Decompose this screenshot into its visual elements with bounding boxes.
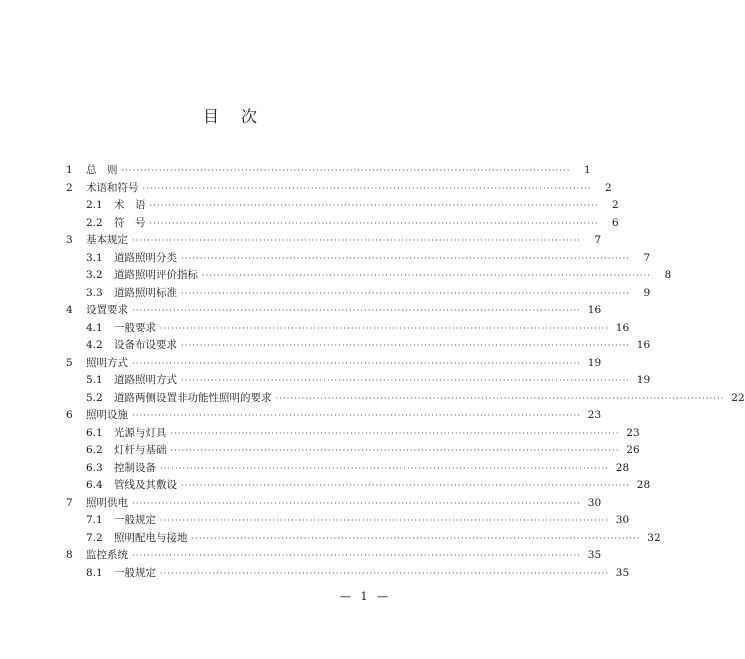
toc-dot-leader: ························································································································ [132,411,582,420]
toc-entry-page: 2 [604,181,612,194]
toc-dot-leader: ························································································································ [170,446,620,455]
toc-entry-number: 4.1 [86,321,103,334]
toc-entry-number: 6 [66,409,73,421]
toc-entry-page: 26 [626,444,640,456]
toc-entry-label: 术 语 [114,199,146,211]
toc-entry-page: 35 [615,566,630,579]
toc-title [0,104,460,127]
toc-entry-page: 16 [615,321,630,334]
table-of-contents [66,162,745,582]
toc-entry-page: 32 [647,531,661,544]
toc-entry[interactable] [66,302,602,320]
toc-dot-leader: ························································································································ [132,551,582,560]
toc-entry[interactable] [66,320,630,338]
toc-entry-number: 2 [66,181,73,194]
toc-dot-leader: ························································································································ [160,323,610,333]
toc-entry[interactable] [66,547,602,565]
toc-entry-label: 控制设备 [114,461,156,474]
toc-entry-page: 7 [594,234,602,246]
toc-dot-leader: ························································································································ [202,271,652,280]
toc-entry-page: 22 [731,391,745,404]
toc-entry[interactable] [66,232,602,250]
toc-entry-label: 符 号 [114,216,146,229]
toc-entry-number: 8 [66,549,73,561]
toc-entry-number: 6.3 [86,461,103,474]
toc-dot-leader: ························································································································ [132,236,582,245]
toc-dot-leader: ························································································································ [275,393,725,403]
toc-entry-label: 照明设施 [86,409,128,421]
toc-entry-number: 1 [66,164,73,176]
toc-dot-leader: ························································································································ [149,218,599,228]
toc-dot-leader: ························································································································ [181,481,631,490]
toc-entry-label: 道路照明分类 [114,251,177,264]
page-number: — 1 — [340,590,391,603]
toc-entry-label: 一般规定 [114,514,156,526]
toc-entry-number: 3.2 [86,269,103,281]
toc-entry[interactable] [66,162,591,180]
toc-entry-number: 4.2 [86,339,103,351]
toc-entry-label: 道路照明评价指标 [114,269,198,281]
toc-entry-number: 6.4 [86,479,103,491]
toc-entry-number: 4 [66,304,73,316]
toc-dot-leader: ························································································································ [149,201,599,210]
toc-entry[interactable] [66,495,602,513]
toc-entry-number: 6.2 [86,444,103,456]
toc-entry-label: 一般规定 [114,566,156,579]
toc-entry-number: 2.2 [86,216,103,229]
toc-entry[interactable] [66,512,630,530]
toc-entry-page: 23 [626,426,640,439]
toc-entry-number: 3.3 [86,286,103,299]
toc-entry[interactable] [66,407,602,425]
toc-entry-page: 2 [611,199,619,211]
toc-entry-page: 19 [636,374,651,386]
toc-entry-page: 16 [587,304,602,316]
toc-entry[interactable] [66,180,612,198]
toc-entry-label: 道路两侧设置非功能性照明的要求 [114,391,272,404]
toc-entry-number: 5 [66,356,73,369]
toc-entry[interactable] [66,197,619,215]
toc-entry[interactable] [66,285,651,303]
toc-entry-number: 5.1 [86,374,103,386]
toc-entry-page: 8 [664,269,672,281]
toc-entry-label: 设置要求 [86,304,128,316]
toc-dot-leader: ························································································································ [160,568,610,578]
toc-entry-label: 灯杆与基础 [114,444,167,456]
toc-dot-leader: ························································································································ [181,253,631,263]
toc-entry-page: 16 [636,339,651,351]
toc-entry-page: 1 [583,164,591,176]
toc-entry[interactable] [66,337,651,355]
toc-entry[interactable] [66,477,651,495]
toc-entry-number: 3.1 [86,251,103,264]
toc-dot-leader: ························································································································ [181,376,631,385]
toc-dot-leader: ························································································································ [132,306,582,315]
toc-dot-leader: ························································································································ [160,463,610,473]
toc-entry[interactable] [66,530,661,548]
toc-entry-number: 8.1 [86,566,103,579]
toc-entry-label: 道路照明方式 [114,374,177,386]
toc-entry[interactable] [66,442,640,460]
toc-entry-label: 光源与灯具 [114,426,167,439]
toc-entry-number: 7.1 [86,514,103,526]
toc-dot-leader: ························································································································ [132,358,582,368]
toc-entry-page: 30 [587,496,602,509]
toc-entry-page: 28 [636,479,651,491]
toc-entry-label: 设备布设要求 [114,339,177,351]
toc-entry-label: 总 则 [86,164,118,176]
toc-entry-page: 9 [643,286,651,299]
toc-entry[interactable] [66,425,640,443]
toc-entry-page: 35 [587,549,602,561]
title-char-2: 次 [241,107,258,126]
toc-entry-page: 7 [643,251,651,264]
toc-entry-number: 2.1 [86,199,103,211]
toc-entry-number: 3 [66,234,73,246]
toc-entry-page: 6 [611,216,619,229]
toc-entry-label: 道路照明标准 [114,286,177,299]
toc-entry-number: 6.1 [86,426,103,439]
toc-dot-leader: ························································································································ [170,428,620,438]
toc-entry-page: 30 [615,514,630,526]
toc-entry[interactable] [66,460,630,478]
toc-entry-number: 7 [66,496,73,509]
toc-dot-leader: ························································································································ [121,166,571,175]
toc-entry-number: 7.2 [86,531,103,544]
toc-entry-page: 19 [587,356,602,369]
toc-entry[interactable] [66,565,630,583]
toc-entry-label: 一般要求 [114,321,156,334]
toc-entry-label: 基本规定 [86,234,128,246]
toc-entry-label: 管线及其敷设 [114,479,177,491]
toc-entry-label: 术语和符号 [86,181,139,194]
toc-entry[interactable] [66,215,619,233]
toc-dot-leader: ························································································································ [132,498,582,508]
toc-entry[interactable] [66,372,651,390]
toc-entry[interactable] [66,250,651,268]
toc-dot-leader: ························································································································ [191,533,641,543]
toc-entry[interactable] [66,267,672,285]
toc-entry[interactable] [66,355,602,373]
toc-dot-leader: ························································································································ [181,288,631,298]
title-char-1: 目 [202,107,219,126]
toc-dot-leader: ························································································································ [181,341,631,350]
toc-dot-leader: ························································································································ [142,183,592,193]
toc-entry-label: 照明方式 [86,356,128,369]
toc-entry-label: 监控系统 [86,549,128,561]
toc-entry-page: 23 [587,409,602,421]
toc-entry-label: 照明供电 [86,496,128,509]
toc-entry-page: 28 [615,461,630,474]
toc-entry-number: 5.2 [86,391,103,404]
toc-entry-label: 照明配电与接地 [114,531,188,544]
toc-dot-leader: ························································································································ [160,516,610,525]
toc-entry[interactable] [66,390,745,408]
